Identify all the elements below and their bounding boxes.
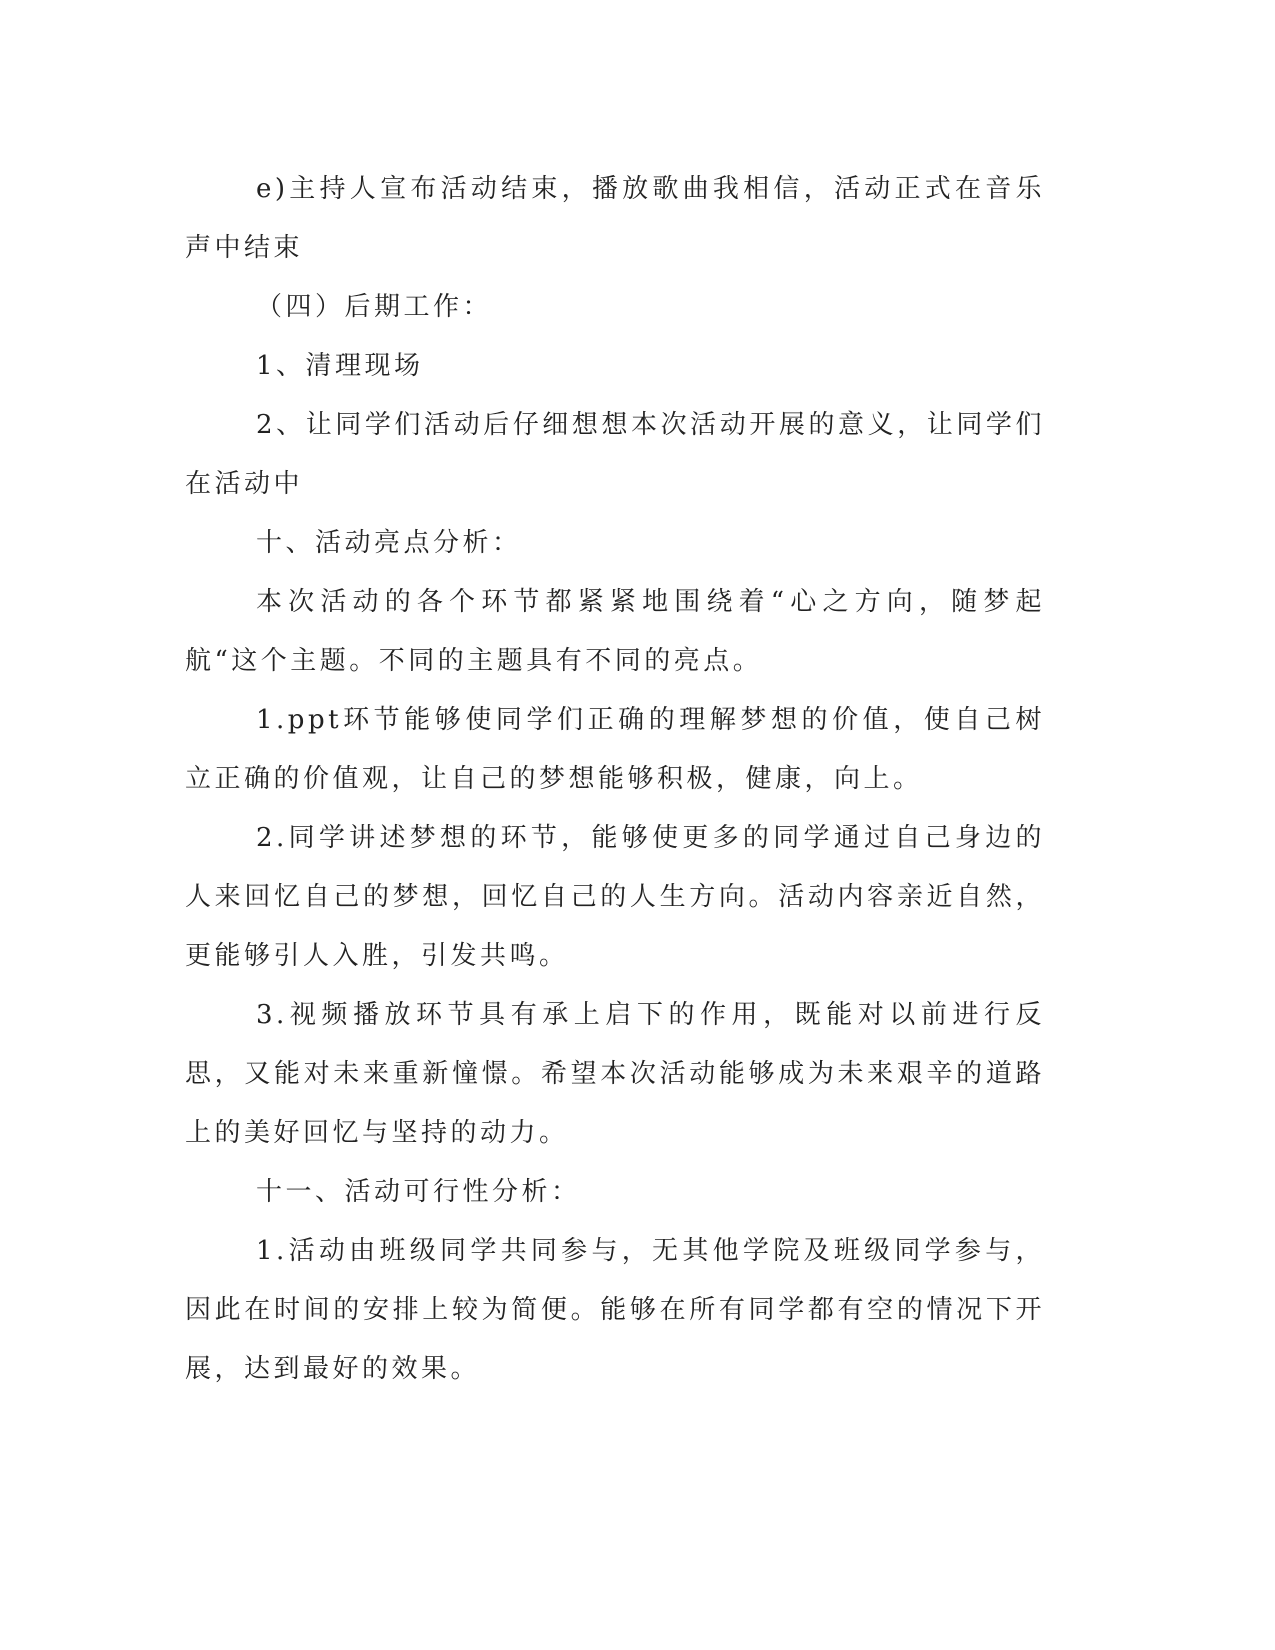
heading-highlights: 十、活动亮点分析： bbox=[256, 528, 522, 558]
list-item-reflection: 2、让同学们活动后仔细想想本次活动开展的意义，让同学们在活动中 bbox=[185, 410, 1045, 499]
paragraph-highlight-stories: 2.同学讲述梦想的环节，能够使更多的同学通过自己身边的人来回忆自己的梦想，回忆自己的人生方向。活动内容亲近自然，更能够引人入胜，引发共鸣。 bbox=[185, 823, 1045, 971]
paragraph-feasibility-1: 1.活动由班级同学共同参与，无其他学院及班级同学参与，因此在时间的安排上较为简便。能够在所有同学都有空的情况下开展，达到最好的效果。 bbox=[185, 1236, 1045, 1384]
paragraph-highlights-intro: 本次活动的各个环节都紧紧地围绕着“心之方向，随梦起航“这个主题。不同的主题具有不同的亮点。 bbox=[185, 587, 1045, 676]
heading-feasibility: 十一、活动可行性分析： bbox=[256, 1177, 581, 1207]
paragraph-highlight-ppt: 1.ppt环节能够使同学们正确的理解梦想的价值，使自己树立正确的价值观，让自己的梦想能够积极，健康，向上。 bbox=[185, 705, 1045, 794]
list-item-clean-up: 1、清理现场 bbox=[256, 351, 424, 381]
document-body bbox=[185, 160, 1045, 1399]
heading-post-work: （四）后期工作： bbox=[256, 292, 493, 322]
paragraph-closing-step: e)主持人宣布活动结束，播放歌曲我相信，活动正式在音乐声中结束 bbox=[185, 174, 1045, 263]
paragraph-highlight-video: 3.视频播放环节具有承上启下的作用，既能对以前进行反思，又能对未来重新憧憬。希望本次活动能够成为未来艰辛的道路上的美好回忆与坚持的动力。 bbox=[185, 1000, 1045, 1148]
